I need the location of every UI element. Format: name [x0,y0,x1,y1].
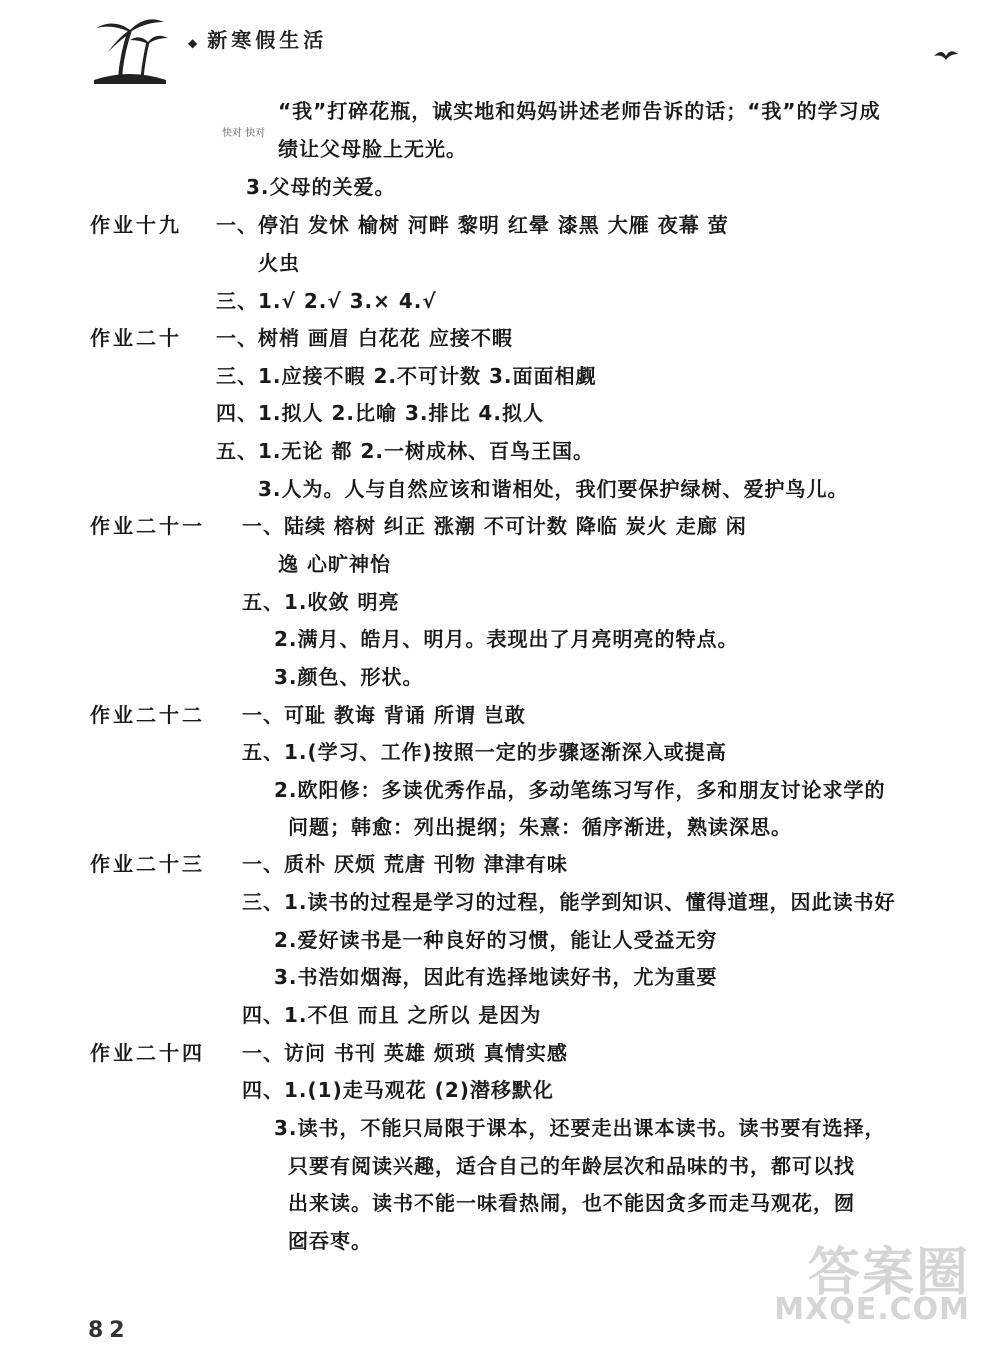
answer-line: 一、访问 书刊 英雄 烦琐 真情实感 [242,1041,568,1065]
answer-line: 一、树梢 画眉 白花花 应接不暇 [216,326,513,350]
answer-line: 问题；韩愈：列出提纲；朱熹：循序渐进，熟读深思。 [288,815,792,839]
page-number: 82 [88,1318,131,1343]
section-label-24: 作业二十四 [90,1041,205,1065]
answer-line: 五、1.收敛 明亮 [242,590,400,614]
header-bullet-icon: ◆ [188,36,202,50]
watermark-title: 答案圈 [807,1243,970,1303]
bird-icon [932,46,960,64]
answer-line: 一、可耻 教诲 背诵 所谓 岂敢 [242,703,526,727]
section-label-22: 作业二十二 [90,703,205,727]
answer-line: 绩让父母脸上无光。 [278,137,467,161]
answer-line: 3.父母的关爱。 [246,175,396,199]
answer-line: 2.爱好读书是一种良好的习惯，能让人受益无穷 [274,928,718,952]
answer-line: 四、1.拟人 2.比喻 3.排比 4.拟人 [216,401,544,425]
answer-line: 3.颜色、形状。 [274,665,424,689]
answer-line: 三、1.读书的过程是学习的过程，能学到知识、懂得道理，因此读书好 [242,890,896,914]
page-header [90,8,970,88]
answer-line: “我”打碎花瓶，诚实地和妈妈讲述老师告诉的话；“我”的学习成 [278,99,881,123]
section-label-21: 作业二十一 [90,514,205,538]
answer-line: 出来读。读书不能一味看热闹，也不能因贪多而走马观花，囫 [288,1191,855,1215]
answer-line: 3.书浩如烟海，因此有选择地读好书，尤为重要 [274,965,718,989]
header-title: ◆ 新寒假生活 [188,28,328,52]
answer-line: 四、1.(1)走马观花 (2)潜移默化 [242,1078,554,1102]
answer-line: 2.欧阳修：多读优秀作品，多动笔练习写作，多和朋友讨论求学的 [274,778,886,802]
answer-line: 火虫 [258,251,300,275]
answer-line: 三、1.√ 2.√ 3.× 4.√ [216,289,437,313]
answer-line: 五、1.无论 都 2.一树成林、百鸟王国。 [216,439,594,463]
watermark-url: MXQE.COM [774,1292,970,1327]
watermark-logo [774,1230,980,1340]
section-label-23: 作业二十三 [90,852,205,876]
handwritten-note: 快对 快对 [222,128,266,139]
answer-line: 囵吞枣。 [288,1229,372,1253]
palm-tree-icon [90,8,170,84]
answer-line: 一、陆续 榕树 纠正 涨潮 不可计数 降临 炭火 走廊 闲 [242,514,747,538]
answer-line: 只要有阅读兴趣，适合自己的年龄层次和品味的书，都可以找 [288,1154,855,1178]
answer-line: 2.满月、皓月、明月。表现出了月亮明亮的特点。 [274,627,739,651]
answer-line: 一、质朴 厌烦 荒唐 刊物 津津有味 [242,852,568,876]
section-label-20: 作业二十 [90,326,182,350]
answer-line: 五、1.(学习、工作)按照一定的步骤逐渐深入或提高 [242,740,727,764]
answer-line: 逸 心旷神怡 [278,552,391,576]
section-label-19: 作业十九 [90,213,182,237]
answer-line: 四、1.不但 而且 之所以 是因为 [242,1003,542,1027]
answer-line: 三、1.应接不暇 2.不可计数 3.面面相觑 [216,364,597,388]
answer-line: 3.读书，不能只局限于课本，还要走出课本读书。读书要有选择， [274,1116,886,1140]
answer-line: 3.人为。人与自然应该和谐相处，我们要保护绿树、爱护鸟儿。 [258,477,849,501]
answer-line: 一、停泊 发怵 榆树 河畔 黎明 红晕 漆黑 大雁 夜幕 萤 [216,213,729,237]
